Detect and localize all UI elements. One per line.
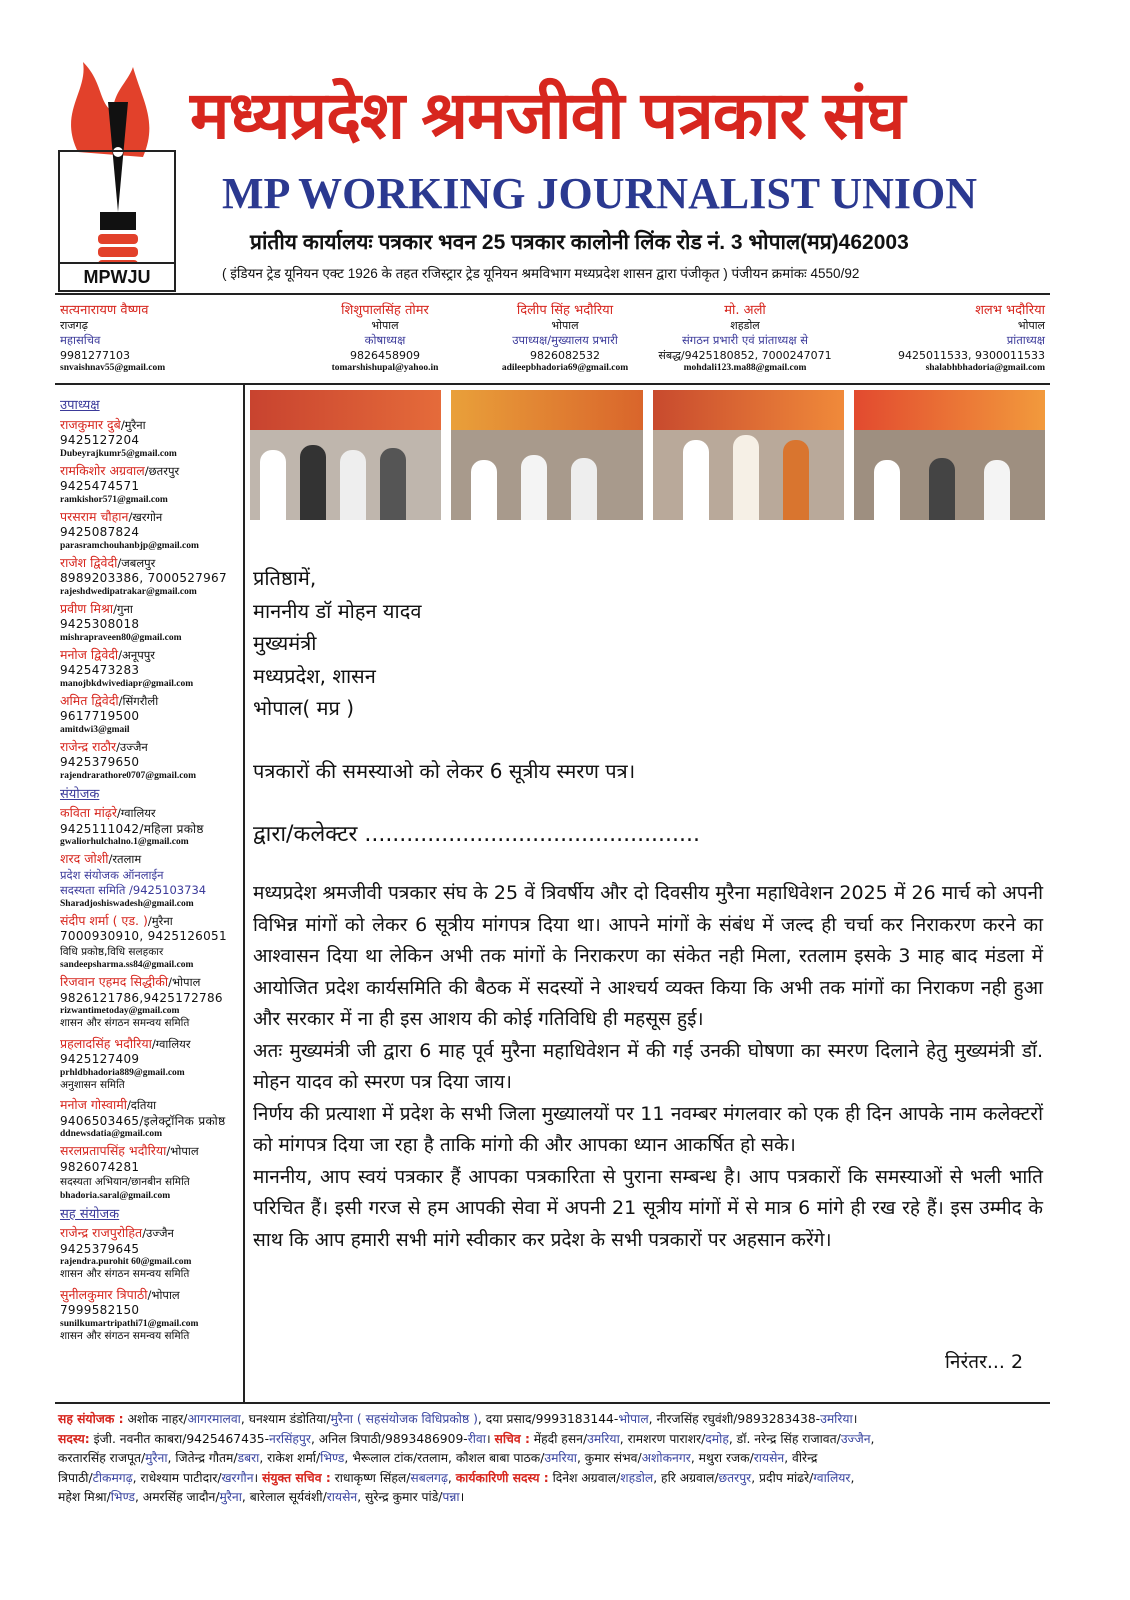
entry-title (60, 601, 242, 618)
address-line: मध्यप्रदेश, शासन (253, 663, 376, 688)
officer-email: tomarshishupal@yahoo.in (331, 363, 439, 373)
entry-city: /अनूपपुर (118, 647, 155, 662)
footer-segment: करतारसिंह राजपूत/ (58, 1451, 146, 1465)
entry-name: रिजवान एहमद सिद्धीकी (60, 974, 169, 989)
entry-city: /सिंगरौली (118, 693, 159, 708)
entry-name: रामकिशोर अग्रवाल (60, 462, 145, 478)
footer-segment: उज्जैन (840, 1431, 871, 1446)
footer-segment: सचिव : (494, 1431, 530, 1446)
entry-detail: sandeepsharma.ss84@gmail.com (60, 960, 194, 970)
entry-detail: 9425127409 (60, 1052, 140, 1066)
address-line: प्रतिष्ठामें, (253, 566, 317, 590)
entry-detail: 8989203386, 7000527967 (60, 571, 227, 585)
footer-segment: , मथुरा रजक/ (690, 1451, 754, 1465)
entry-title (60, 1143, 242, 1160)
entry-detail: शासन और संगठन समन्वय समिति (60, 1268, 190, 1280)
officer-card (640, 303, 850, 373)
entry-detail: 9425379650 (60, 755, 140, 769)
sidebar-entry (60, 693, 242, 735)
sidebar-entry (60, 1097, 242, 1139)
entry-detail: 9617719500 (60, 709, 140, 723)
footer-segment: सह संयोजक : (58, 1412, 124, 1426)
officer-city: शहडोल (730, 319, 760, 332)
sidebar-entry (60, 417, 242, 459)
entry-detail: 7000930910, 9425126051 (60, 929, 227, 943)
members-footer (58, 1410, 1048, 1508)
sidebar-entry (60, 805, 242, 847)
footer-segment: मेंहदी हसन/ (529, 1431, 588, 1446)
entry-detail: 9425127204 (60, 433, 140, 447)
entry-city: /भोपाल (147, 1287, 180, 1302)
sidebar-entry (60, 647, 242, 689)
footer-segment: , नीरजसिंह रघुवंशी/9893283438- (648, 1412, 821, 1426)
entry-detail: 9425087824 (60, 525, 140, 539)
footer-segment: भिण्ड (320, 1451, 345, 1465)
entry-city: /मुरैना (120, 417, 146, 432)
entry-name: सुनीलकुमार त्रिपाठी (60, 1286, 148, 1302)
registration-line: ( इंडियन ट्रेड यूनियन एक्ट 1926 के तहत रजिस्ट्रार ट्रेड यूनियन श्रमविभाग मध्यप्रदेश शासन द्वारा पंजीकृत ) पंजीयन क्रमांकः 4550/92 (222, 266, 860, 281)
body-paragraph: मध्यप्रदेश श्रमजीवी पत्रकार संघ के 25 वें त्रिवर्षीय और दो दिवसीय मुरैना महाधिवेशन 2025 में 26 मार्च को अपनी विभिन्न मांगों को लेकर 6 सूत्रीय मांगपत्र दिया था। आपने मांगों के संबंध में जल्द ही चर्चा कर निराकरण करने का आश्वासन दिया था लेकिन अभी तक मांगों के निराकरण का संकेत नही मिला, रतलाम इसके 3 माह बाद मंडला में आयोजित प्रदेश कार्यसमिति की बैठक में सदस्यों ने आश्चर्य व्यक्त किया कि अभी तक मांगों का निराकण नही हुआ और सरकार में ना ही इस आशय की कोई गतिविधि ही महसूस हुई। (253, 882, 1043, 1030)
entry-city: /भोपाल (168, 975, 201, 989)
divider (55, 293, 1050, 295)
footer-segment: , अनिल त्रिपाठी/9893486909- (310, 1431, 468, 1446)
entry-name: शरद जोशी (60, 851, 109, 866)
footer-segment: रीवा (467, 1431, 486, 1446)
officer-name: शलभ भदौरिया (975, 303, 1045, 318)
entry-detail: 7999582150 (60, 1303, 140, 1317)
officer-card (280, 303, 490, 373)
entry-name: राजेन्द्र राठौर (60, 738, 117, 754)
footer-segment: उमरिया (820, 1412, 853, 1426)
entry-detail: mishrapraveen80@gmail.com (60, 632, 182, 643)
footer-segment: मुरैना (145, 1451, 168, 1465)
title-hindi: मध्यप्रदेश श्रमजीवी पत्रकार संघ (190, 78, 905, 152)
officer-city: भोपाल (551, 319, 579, 332)
entry-name: सरलप्रतापसिंह भदौरिया (60, 1143, 167, 1158)
entry-name: मनोज गोस्वामी (60, 1097, 127, 1112)
entry-city: /दतिया (126, 1098, 157, 1112)
footer-line (58, 1469, 1048, 1489)
footer-segment: , राधेश्याम पाटीदार/ (132, 1470, 222, 1485)
officer-name: मो. अली (724, 303, 766, 318)
footer-segment: इंजी. नवनीत काबरा/9425467435- (89, 1431, 270, 1446)
entry-title (60, 1225, 242, 1242)
entry-detail: rajeshdwedipatrakar@gmail.com (60, 586, 197, 597)
entry-title (60, 913, 242, 930)
entry-city: /उज्जैन (142, 1226, 174, 1240)
footer-segment: खरगौन (221, 1470, 254, 1485)
sidebar-entry (60, 913, 242, 971)
sidebar-entry (60, 974, 242, 1032)
entry-name: कविता मांढ़रे (60, 805, 117, 820)
entry-title (60, 417, 242, 434)
entry-title (60, 1287, 242, 1304)
divider (55, 383, 1050, 385)
footer-segment: डबरा (237, 1451, 260, 1465)
sidebar-heading: उपाध्यक्ष (60, 398, 100, 413)
entry-detail: bhadoria.saral@gmail.com (60, 1190, 171, 1201)
footer-line (58, 1449, 1048, 1469)
entry-detail: सदस्यता अभियान/छानबीन समिति (60, 1176, 190, 1188)
sidebar-entry (60, 601, 242, 643)
entry-title (60, 805, 242, 822)
footer-segment: , वीरेन्द्र (784, 1451, 818, 1465)
entry-detail: 9826121786,9425172786 (60, 990, 223, 1005)
footer-segment: , भैरूलाल टांक/रतलाम, कौशल बाबा पाठक/ (344, 1451, 545, 1465)
footer-segment: मुरैना ( सहसंयोजक विधिप्रकोष्ठ ) (330, 1412, 478, 1426)
officer-role: संगठन प्रभारी एवं प्रांताध्यक्ष से (681, 333, 809, 347)
sidebar-entry (60, 555, 242, 597)
footer-segment: , बारेलाल सूर्यवंशी/ (241, 1490, 327, 1504)
entry-detail: अनुशासन समिति (60, 1078, 125, 1091)
entry-detail: parasramchouhanbjp@gmail.com (60, 540, 199, 551)
footer-segment: , जितेन्द्र गौतम/ (167, 1451, 238, 1465)
footer-segment: , सुरेन्द्र कुमार पांडे/ (357, 1490, 443, 1504)
entry-city: /गुना (113, 601, 133, 616)
footer-line (58, 1488, 1048, 1508)
footer-segment: सबलगढ़ (410, 1470, 448, 1485)
continued-note: निरंतर... 2 (945, 1351, 1024, 1373)
footer-segment: , कुमार संभव/ (576, 1451, 642, 1465)
entry-city: /जबलपुर (117, 555, 156, 570)
footer-segment: संयुक्त सचिव : (262, 1470, 331, 1485)
body-paragraph: अतः मुख्यमंत्री जी द्वारा 6 माह पूर्व मुरैना महाधिवेशन में की गई उनकी घोषणा का स्मरण दिलाने हेतु मुख्यमंत्री डॉ. मोहन यादव को स्मरण पत्र दिया जाय। (253, 1039, 1043, 1093)
entry-title (60, 647, 242, 664)
entry-detail: शासन और संगठन समन्वय समिति (60, 1017, 190, 1029)
entry-detail: 9425308018 (60, 617, 140, 631)
footer-segment: , दया प्रसाद/9993183144- (477, 1412, 619, 1426)
footer-segment: उमरिया (587, 1431, 620, 1446)
entry-title (60, 555, 242, 572)
entry-city: /रतलाम (108, 852, 142, 866)
footer-segment: , प्रदीप मांढरे/ (751, 1470, 814, 1485)
footer-segment: , घनश्याम डंडोतिया/ (240, 1412, 331, 1426)
footer-segment: । (459, 1490, 465, 1504)
entry-title (60, 463, 242, 480)
entry-name: राजेश द्विवेदी (60, 554, 118, 570)
officer-name: दिलीप सिंह भदौरिया (516, 303, 614, 318)
footer-segment: अशोक नाहर/ (123, 1412, 188, 1426)
entry-city: /खरगोन (128, 509, 163, 524)
entry-detail: rizwantimetoday@gmail.com (60, 1006, 180, 1016)
event-photo (653, 390, 844, 520)
entry-title (60, 851, 242, 868)
footer-segment: त्रिपाठी/ (58, 1470, 93, 1485)
footer-segment: राधाकृष्ण सिंहल/ (330, 1470, 411, 1485)
event-photo (854, 390, 1045, 520)
footer-segment: आगरमालवा (187, 1412, 241, 1426)
entry-name: राजकुमार दुबे (60, 416, 121, 432)
officer-city: भोपाल (1017, 319, 1045, 332)
entry-detail: ddnewsdatia@gmail.com (60, 1129, 162, 1139)
event-photo (250, 390, 441, 520)
title-english: MP WORKING JOURNALIST UNION (222, 169, 978, 218)
sidebar-entry (60, 1225, 242, 1283)
entry-detail: Sharadjoshiswadesh@gmail.com (60, 898, 194, 909)
footer-segment: ग्वालियर (813, 1470, 851, 1485)
officer-card (835, 303, 1045, 373)
footer-segment: , हरि अग्रवाल/ (653, 1470, 719, 1485)
entry-name: मनोज द्विवेदी (60, 646, 119, 662)
footer-line (58, 1430, 1048, 1450)
entry-title (60, 974, 242, 991)
sidebar-entry (60, 509, 242, 551)
officer-card (460, 303, 670, 373)
letter-via: द्वारा/कलेक्टर ................................................ (253, 822, 701, 847)
footer-segment: मुरैना (219, 1490, 242, 1504)
footer-segment: भिण्ड (110, 1490, 135, 1504)
entry-detail: 9406503465/इलेक्ट्रॉनिक प्रकोष्ठ (60, 1113, 226, 1128)
entry-city: /मुरैना (147, 913, 173, 928)
sidebar-entry (60, 851, 242, 909)
entry-city: /ग्वालियर (151, 1036, 191, 1051)
entry-detail: सदस्यता समिति /9425103734 (60, 883, 207, 897)
entry-name: प्रहलादसिंह भदौरिया (60, 1035, 152, 1051)
footer-segment: शहडोल (620, 1470, 654, 1485)
officer-email: adileepbhadoria69@gmail.com (501, 363, 629, 373)
sidebar-entry (60, 1036, 242, 1094)
letter-subject: पत्रकारों की समस्याओ को लेकर 6 सूत्रीय स्मरण पत्र। (253, 759, 636, 783)
office-address: प्रांतीय कार्यालयः पत्रकार भवन 25 पत्रकार कालोनी लिंक रोड नं. 3 भोपाल(मप्र)462003 (250, 231, 909, 254)
body-paragraph: निर्णय की प्रत्याशा में प्रदेश के सभी जिला मुख्यालयों पर 11 नवम्बर मंगलवार को एक ही दिन आपके नाम कलेक्टरों को मांगपत्र दिया जा रहा है ताकि मांगो की और आपका ध्यान आकर्षित हो सके। (253, 1102, 1043, 1156)
entry-detail: 9425474571 (60, 479, 140, 493)
footer-segment: पन्ना (442, 1490, 460, 1504)
entry-title (60, 739, 242, 756)
footer-segment: रायसेन (326, 1490, 358, 1504)
officer-email: mohdali123.ma88@gmail.com (683, 363, 807, 373)
footer-segment: । (253, 1470, 263, 1485)
divider (55, 1402, 1050, 1404)
entry-detail: rajendrarathore0707@gmail.com (60, 770, 197, 781)
entry-detail: प्रदेश संयोजक ऑनलाईन (60, 867, 164, 882)
entry-detail: 9425473283 (60, 663, 140, 677)
logo-label: MPWJU (58, 262, 176, 292)
footer-segment: दिनेश अग्रवाल/ (548, 1470, 621, 1485)
column-divider (243, 384, 245, 1404)
entry-name: संदीप शर्मा ( एड. ) (60, 912, 148, 928)
officer-role: प्रांताध्यक्ष (1006, 333, 1045, 347)
entry-title (60, 693, 242, 710)
officer-city: भोपाल (371, 319, 399, 332)
footer-segment: छतरपुर (718, 1470, 752, 1485)
entry-detail: विधि प्रकोष्ठ,विधि सलहकार (60, 945, 164, 958)
entry-detail: prhldbhadoria889@gmail.com (60, 1067, 185, 1078)
entry-detail: rajendra.purohit 60@gmail.com (60, 1257, 192, 1267)
entry-detail: gwaliorhulchalno.1@gmail.com (60, 837, 189, 847)
officer-role: कोषाध्यक्ष (364, 333, 406, 347)
sidebar-heading: सह संयोजक (60, 1206, 120, 1222)
recipient-address (253, 562, 1048, 725)
entry-detail: manojbkdwivediapr@gmail.com (60, 678, 194, 689)
entry-detail: 9425111042/महिला प्रकोष्ठ (60, 821, 204, 836)
footer-segment: , राकेश शर्मा/ (259, 1451, 321, 1465)
footer-segment: , (447, 1470, 456, 1485)
footer-segment: उमरिया (544, 1451, 577, 1465)
footer-segment: । (485, 1431, 495, 1446)
entry-name: प्रवीण मिश्रा (60, 600, 114, 616)
footer-segment: दमोह (705, 1431, 729, 1446)
officer-phone: 9826082532 (530, 349, 600, 362)
entry-detail: शासन और संगठन समन्वय समिति (60, 1329, 190, 1342)
entry-title (60, 1036, 242, 1053)
officer-card (60, 303, 270, 373)
entry-name: राजेन्द्र राजपुरोहित (60, 1225, 143, 1240)
footer-segment: रायसेन (753, 1451, 785, 1465)
officer-role: महासचिव (60, 333, 101, 347)
officer-phone: 9425011533, 9300011533 (898, 349, 1045, 362)
entry-city: /ग्वालियर (117, 806, 156, 820)
sidebar-entry (60, 463, 242, 505)
sidebar-entry (60, 1143, 242, 1201)
officer-phone: 9981277103 (60, 349, 130, 362)
address-line: माननीय डॉ मोहन यादव (253, 598, 422, 623)
officer-email: snvaishnav55@gmail.com (60, 363, 166, 373)
entry-detail: 9826074281 (60, 1159, 140, 1174)
officer-phone: 9826458909 (350, 349, 420, 362)
officer-name: शिशुपालसिंह तोमर (341, 303, 429, 318)
footer-segment: सदस्य: (58, 1431, 90, 1446)
address-line: मुख्यमंत्री (253, 631, 317, 655)
sidebar-heading: संयोजक (60, 786, 100, 802)
entry-name: परसराम चौहान (60, 508, 129, 524)
letter-body (253, 878, 1043, 1256)
officer-name: सत्यनारायण वैष्णव (60, 303, 149, 318)
office-bearers-sidebar (60, 392, 242, 1348)
event-photo (451, 390, 642, 520)
entry-detail: Dubeyrajkumr5@gmail.com (60, 448, 177, 459)
officer-role: उपाध्यक्ष/मुख्यालय प्रभारी (512, 333, 618, 347)
sidebar-entry (60, 739, 242, 781)
footer-segment: टीकमगढ़ (92, 1470, 133, 1485)
event-photos (250, 390, 1045, 520)
footer-segment: , अमरसिंह जादौन/ (134, 1490, 220, 1504)
entry-city: /भोपाल (166, 1144, 199, 1158)
entry-title (60, 509, 242, 526)
sidebar-entry (60, 1287, 242, 1345)
entry-city: /छतरपुर (144, 463, 180, 478)
footer-segment: महेश मिश्रा/ (58, 1490, 111, 1504)
footer-segment: । (852, 1412, 858, 1426)
footer-segment: , (850, 1470, 855, 1485)
entry-city: /उज्जैन (116, 739, 148, 754)
footer-line (58, 1410, 1048, 1430)
entry-detail: amitdwi3@gmail (60, 724, 130, 735)
officer-email: shalabhbhadoria@gmail.com (925, 363, 1045, 373)
footer-segment: , रामशरण पाराशर/ (619, 1431, 706, 1446)
entry-title (60, 1097, 242, 1114)
footer-segment: , डॉ. नरेन्द्र सिंह राजावत/ (728, 1431, 841, 1446)
footer-segment: भोपाल (618, 1412, 649, 1426)
footer-segment: कार्यकारिणी सदस्य : (455, 1470, 549, 1485)
entry-detail: sunilkumartripathi71@gmail.com (60, 1318, 199, 1329)
footer-segment: अशोकनगर (641, 1451, 691, 1465)
body-paragraph: माननीय, आप स्वयं पत्रकार हैं आपका पत्रकारिता से पुराना सम्बन्ध है। आप पत्रकारों कि समस्याओं से भली भाति परिचित हैं। इसी गरज से हम आपकी सेवा में अपनी 21 सूत्रीय मांगों में से मात्र 6 मांगे ही रख रहे हैं। इस उम्मीद के साथ कि आप हमारी सभी मांगे स्वीकार कर प्रदेश के सभी पत्रकारों पर अहसान करेंगे। (253, 1165, 1043, 1251)
entry-detail: 9425379645 (60, 1241, 140, 1256)
entry-name: अमित द्विवेदी (60, 692, 119, 708)
footer-segment: , (870, 1431, 875, 1446)
officer-phone: संबद्ध/9425180852, 7000247071 (658, 349, 832, 362)
footer-segment: नरसिंहपुर (269, 1431, 311, 1446)
entry-detail: ramkishor571@gmail.com (60, 494, 168, 505)
address-line: भोपाल( मप्र ) (253, 696, 355, 720)
officer-city: राजगढ़ (60, 319, 88, 332)
